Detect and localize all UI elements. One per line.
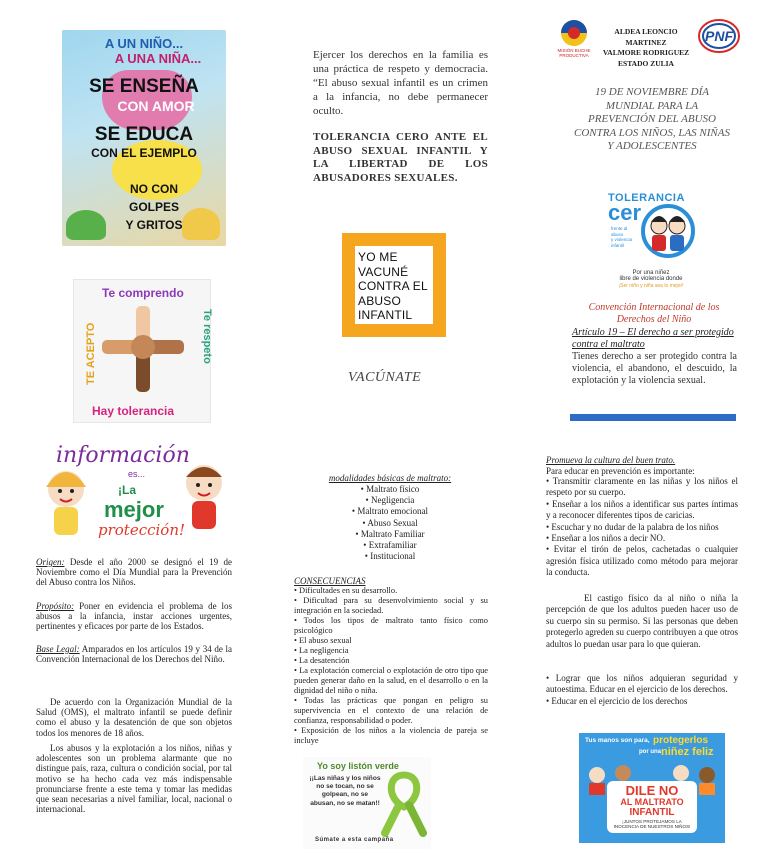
middle-intro-text: Ejercer los derechos en la familia es una práctica de respeto y democracia. “El abuso sexual infantil es un crimen a la infancia, no debe permanecer oculto. bbox=[313, 49, 488, 117]
convention-title: Convención Internacional de los Derechos del Niño bbox=[588, 302, 720, 325]
consecuencia-item: • El abuso sexual bbox=[294, 636, 352, 645]
poster2-bottom-text: Hay tolerancia bbox=[92, 404, 175, 418]
dile-sub: ¡JUNTOS PROTEJAMOS LA INOCENCIA DE NUESTROS NIÑOS! bbox=[613, 819, 691, 830]
buen-trato-list-2 bbox=[546, 673, 738, 707]
two-children-icon bbox=[640, 204, 696, 258]
tol-side bbox=[611, 226, 632, 248]
dile-main1: DILE NO bbox=[625, 783, 679, 798]
info-proteccion: protección! bbox=[98, 521, 186, 539]
dile-top2: protegerlos bbox=[653, 735, 709, 746]
modalidad-item: • Negligencia bbox=[365, 495, 415, 506]
convention-body: Tienes derecho a ser protegido contra la violencia, el abandono, el descuido, la explotación y la violencia sexual. bbox=[572, 351, 737, 386]
consecuencia-item: • Dificultades en su desarrollo. bbox=[294, 586, 398, 595]
buen-trato-item: • Escuchar y no dudar de la palabra de los niños bbox=[546, 521, 719, 532]
base-legal-paragraph bbox=[36, 644, 232, 664]
girl-cartoon-icon bbox=[36, 463, 94, 543]
convention-article: Artículo 19 – El derecho a ser protegido contra el maltrato bbox=[572, 327, 734, 350]
school-line: VALMORE RODRIGUEZ bbox=[602, 48, 690, 57]
badge-line: ABUSO bbox=[358, 293, 402, 308]
consecuencias-list bbox=[294, 586, 488, 746]
poster-line: A UNA NIÑA... bbox=[114, 51, 202, 66]
base-legal-text: Amparados en los artículos 19 y 34 de la Convención Internacional de los Derechos del Niño. bbox=[36, 644, 232, 665]
dile-main2: AL MALTRATO bbox=[620, 797, 684, 807]
poster-line: SE EDUCA bbox=[94, 124, 194, 145]
ribbon-body: ¡¡Las niñas y los niños no se tocan, no se golpean, no se abusan, no se matan!! bbox=[309, 775, 381, 807]
consecuencia-item: • Exposición de los niños a la violencia de pareja se incluye bbox=[294, 726, 488, 745]
dile-no-poster bbox=[579, 733, 725, 843]
poster-line: NO CON bbox=[130, 182, 178, 196]
abusos-paragraph: Los abusos y la explotación a los niños, niñas y adolescentes son un problema alarmante que no distingue país, raza, cultura o condición social, por tal motivo se ha hecho cada vez más indispensable pronunciarse frente a este tema y tomar las medidas que sean necesarias a nivel familiar, local, nacional o internacional. bbox=[36, 743, 232, 815]
info-la: ¡La bbox=[118, 483, 136, 497]
proposito-paragraph bbox=[36, 601, 232, 632]
consecuencia-item: • Dificultad para su desenvolvimiento social y su integración en la sociedad. bbox=[294, 596, 488, 615]
consecuencia-item: • Todos los tipos de maltrato tanto físico como psicológico bbox=[294, 616, 488, 635]
proposito-text: Poner en evidencia el problema de los abusos a la infancia, instar acciones urgentes, pertinentes y eficaces por parte de los Estados. bbox=[36, 601, 232, 632]
buen-trato-item: • Enseñar a los niños a identificar sus partes íntimas y a reconocer diferentes tipos de caricias. bbox=[546, 498, 738, 521]
liston-verde-poster bbox=[303, 757, 431, 849]
consecuencia-item: • La negligencia bbox=[294, 646, 349, 655]
poster-line: GOLPES bbox=[128, 200, 179, 214]
info-es: es... bbox=[128, 469, 146, 479]
tol-caption2: libre de violencia donde bbox=[619, 276, 683, 282]
pnf-logo-text: PNF bbox=[705, 28, 733, 44]
modalidad-item: • Institucional bbox=[364, 551, 416, 562]
proposito-label: Propósito: bbox=[36, 601, 75, 611]
origen-label: Origen: bbox=[36, 557, 65, 567]
joined-hands-icon bbox=[102, 306, 184, 392]
buen-trato-item: • Transmitir claramente en las niñas y los niños el respeto por su cuerpo. bbox=[546, 476, 738, 498]
poster2-right-text: Te respeto bbox=[201, 309, 213, 364]
buen-trato-list bbox=[546, 476, 738, 579]
mision-logo-icon bbox=[556, 18, 592, 48]
origen-text: Desde el año 2000 se designó el 19 de Noviembre como el Día Mundial para la Prevención del Abuso contra los Niños. bbox=[36, 557, 232, 588]
modalidad-item: • Maltrato físico bbox=[360, 484, 420, 494]
poster-tolerancia-hands bbox=[73, 279, 211, 423]
buen-trato-title: Promueva la cultura del buen trato. bbox=[546, 455, 676, 465]
school-line: MARTINEZ bbox=[625, 37, 667, 47]
badge-line: VACUNÉ bbox=[358, 264, 409, 279]
tol-word2: cer bbox=[608, 200, 642, 225]
poster-line: A UN NIÑO... bbox=[104, 36, 184, 51]
school-name bbox=[598, 27, 694, 69]
tol-word1: TOLERANCIA bbox=[608, 192, 685, 204]
informacion-poster bbox=[36, 445, 232, 561]
modalidad-item: • Maltrato Familiar bbox=[355, 528, 425, 539]
tol-side-line: frente al bbox=[611, 226, 628, 231]
ribbon-title: Yo soy listón verde bbox=[317, 761, 399, 771]
base-legal-label: Base Legal: bbox=[36, 644, 80, 654]
tol-side-line: infantil bbox=[611, 242, 625, 248]
poster2-top-text: Te comprendo bbox=[102, 286, 184, 300]
modalidades-list bbox=[320, 484, 460, 562]
buen-trato-item: • Evitar el tirón de pelos, cachetadas o cualquier agresión física utilizado como método para mejorar la conducta. bbox=[546, 544, 738, 578]
badge-line: INFANTIL bbox=[358, 308, 413, 322]
tol-side-line: y violencia bbox=[611, 237, 633, 242]
tol-side-line: abuso bbox=[611, 231, 624, 237]
poster-line: Y GRITOS bbox=[125, 218, 183, 232]
middle-bold-text: TOLERANCIA CERO ANTE EL ABUSO SEXUAL INFANTIL Y LA LIBERTAD DE LOS ABUSADORES SEXUALES. bbox=[313, 131, 488, 184]
buen-trato-item: • Enseñar a los niños a decir NO. bbox=[546, 533, 666, 544]
dile-top3: por una bbox=[639, 749, 661, 755]
dile-top4: niñez feliz bbox=[661, 746, 714, 758]
consecuencia-item: • Todas las prácticas que pongan en peligro su supervivencia en el contexto de una relación de confianza, responsabilidad o poder. bbox=[294, 696, 488, 725]
tol-caption3: ¡Ser niño y niña sea lo mejor! bbox=[618, 283, 684, 289]
modalidad-item: • Extrafamiliar bbox=[363, 540, 417, 551]
info-title: información bbox=[56, 443, 190, 468]
buen-trato-item: • Lograr que los niños adquieran seguridad y autoestima. Educar en el ejercicio de los derechos. bbox=[546, 673, 738, 695]
tolerancia-cero-logo bbox=[598, 192, 704, 290]
consecuencia-item: • La explotación comercial o explotación de otro tipo que pueden generar daño en la salud, en el desarrollo o en la dignidad del niño o niña. bbox=[294, 666, 488, 695]
vacunate-badge bbox=[342, 233, 446, 337]
consecuencias-title: CONSECUENCIAS bbox=[294, 576, 366, 586]
poster-line: CON EL EJEMPLO bbox=[91, 146, 197, 160]
mision-logo bbox=[556, 18, 592, 60]
badge-line: CONTRA EL bbox=[358, 279, 428, 293]
info-mejor: mejor bbox=[104, 497, 164, 522]
green-ribbon-icon bbox=[379, 771, 429, 837]
castigo-paragraph: El castigo físico da al niño o niña la percepción de que los adultos pueden hacer uso de su cuerpo sin su permiso. Si las personas que deben protegerlo agreden su cuerpo contribuyen a que otros adultos lo puedan usar para lo que quieran. bbox=[546, 593, 738, 649]
vacunate-label: VACÚNATE bbox=[348, 370, 422, 385]
poster2-left-text: TE ACEPTO bbox=[85, 322, 97, 385]
pnf-logo bbox=[697, 16, 741, 56]
modalidad-item: • Abuso Sexual bbox=[362, 517, 418, 528]
poster-line: CON AMOR bbox=[117, 98, 195, 114]
school-line: ALDEA LEONCIO bbox=[614, 27, 678, 36]
poster-line: SE ENSEÑA bbox=[89, 76, 199, 97]
badge-line: YO ME bbox=[358, 250, 398, 264]
modalidad-item: • Maltrato emocional bbox=[351, 506, 429, 517]
ribbon-footer: Súmate a esta campaña bbox=[315, 837, 394, 843]
school-line: ESTADO ZULIA bbox=[618, 58, 674, 68]
tol-caption1: Por una niñez bbox=[632, 270, 670, 276]
blue-divider bbox=[570, 414, 736, 421]
poster-enseña-con-amor bbox=[62, 30, 226, 246]
dile-main3: INFANTIL bbox=[629, 807, 675, 818]
modalidades-title: modalidades básicas de maltrato: bbox=[328, 473, 452, 483]
dile-top1: Tus manos son para, bbox=[585, 737, 650, 744]
oms-paragraph: De acuerdo con la Organización Mundial de la Salud (OMS), el maltrato infantil se puede definir como el abuso y la desatención de que son objetos todos los menores de 18 años. bbox=[36, 697, 232, 738]
consecuencia-item: • La desatención bbox=[294, 656, 350, 665]
day-title: 19 DE NOVIEMBRE DÍA MUNDIAL PARA LA PREVENCIÓN DEL ABUSO CONTRA LOS NIÑOS, LAS NIÑAS Y ADOLESCENTES bbox=[574, 86, 730, 152]
buen-trato-intro: Para educar en prevención es importante: bbox=[546, 466, 695, 476]
mision-logo-caption: MISIÓN BUCHE PRODUCTIVA bbox=[557, 48, 591, 58]
buen-trato-item: • Educar en el ejercicio de los derechos bbox=[546, 695, 688, 706]
origen-paragraph bbox=[36, 557, 232, 588]
